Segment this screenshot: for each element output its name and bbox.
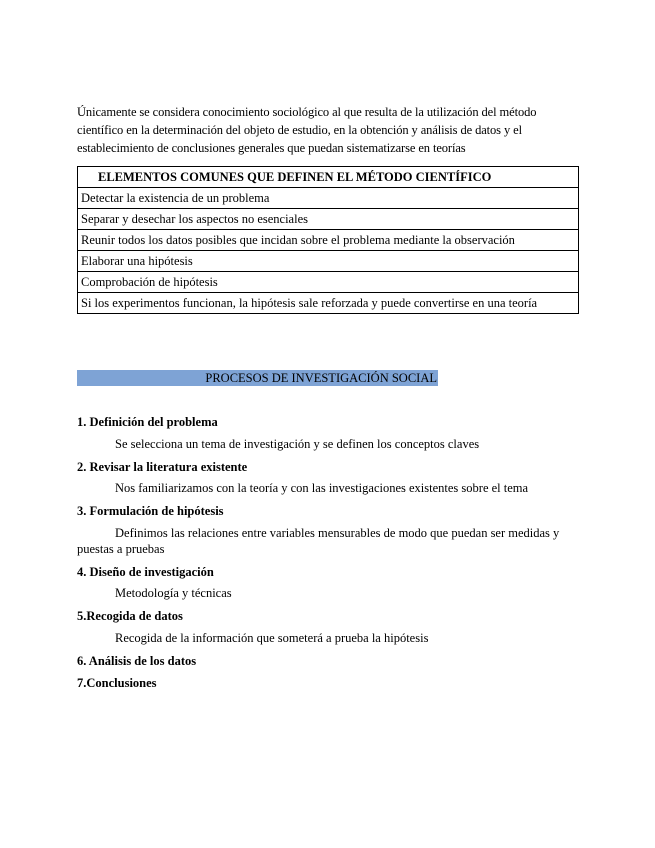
step-title: 6. Análisis de los datos — [77, 653, 197, 668]
table-cell: Si los experimentos funcionan, la hipótesis sale reforzada y puede convertirse en una teoría — [78, 293, 579, 314]
intro-paragraph: Únicamente se considera conocimiento sociológico al que resulta de la utilización del método científico en la determinación del objeto de estudio, en la obtención y análisis de datos y el establecimiento de conclusiones generales que puedan sistematizarse en teorías — [77, 105, 537, 155]
step-title: 2. Revisar la literatura existente — [77, 459, 248, 474]
table-row — [78, 293, 579, 314]
scientific-method-table — [77, 166, 579, 314]
section-title-banner — [77, 370, 438, 386]
table-cell: Separar y desechar los aspectos no esenciales — [78, 209, 579, 230]
table-cell: Elaborar una hipótesis — [78, 251, 579, 272]
step-description: Definimos las relaciones entre variables mensurables de modo que puedan ser medidas y puestas a pruebas — [77, 525, 560, 556]
step-description: Recogida de la información que someterá a prueba la hipótesis — [115, 630, 429, 645]
step-title: 1. Definición del problema — [77, 415, 218, 429]
process-steps-list — [77, 413, 577, 697]
step-title: 7.Conclusiones — [77, 676, 157, 690]
table-row — [78, 230, 579, 251]
step-title: 3. Formulación de hipótesis — [77, 504, 224, 518]
step-description: Nos familiarizamos con la teoría y con las investigaciones existentes sobre el tema — [115, 481, 529, 495]
step-item — [77, 413, 577, 452]
table-row — [78, 209, 579, 230]
table-row — [78, 188, 579, 209]
step-title: 5.Recogida de datos — [77, 609, 183, 623]
table-cell: Comprobación de hipótesis — [78, 272, 579, 293]
section-title: PROCESOS DE INVESTIGACIÓN SOCIAL — [205, 371, 437, 385]
step-item — [77, 674, 577, 697]
step-item — [77, 607, 577, 646]
table-cell: Reunir todos los datos posibles que incidan sobre el problema mediante la observación — [78, 230, 579, 251]
table-header: ELEMENTOS COMUNES QUE DEFINEN EL MÉTODO CIENTÍFICO — [78, 167, 579, 188]
table-row — [78, 251, 579, 272]
table-cell: Detectar la existencia de un problema — [78, 188, 579, 209]
table-header-row — [78, 167, 579, 188]
step-item — [77, 563, 577, 602]
step-title: 4. Diseño de investigación — [77, 564, 214, 579]
step-description: Metodología y técnicas — [115, 586, 232, 600]
step-item — [77, 458, 577, 497]
step-description: Se selecciona un tema de investigación y se definen los conceptos claves — [115, 436, 480, 451]
step-item — [77, 502, 577, 557]
table-row — [78, 272, 579, 293]
step-item — [77, 652, 577, 675]
